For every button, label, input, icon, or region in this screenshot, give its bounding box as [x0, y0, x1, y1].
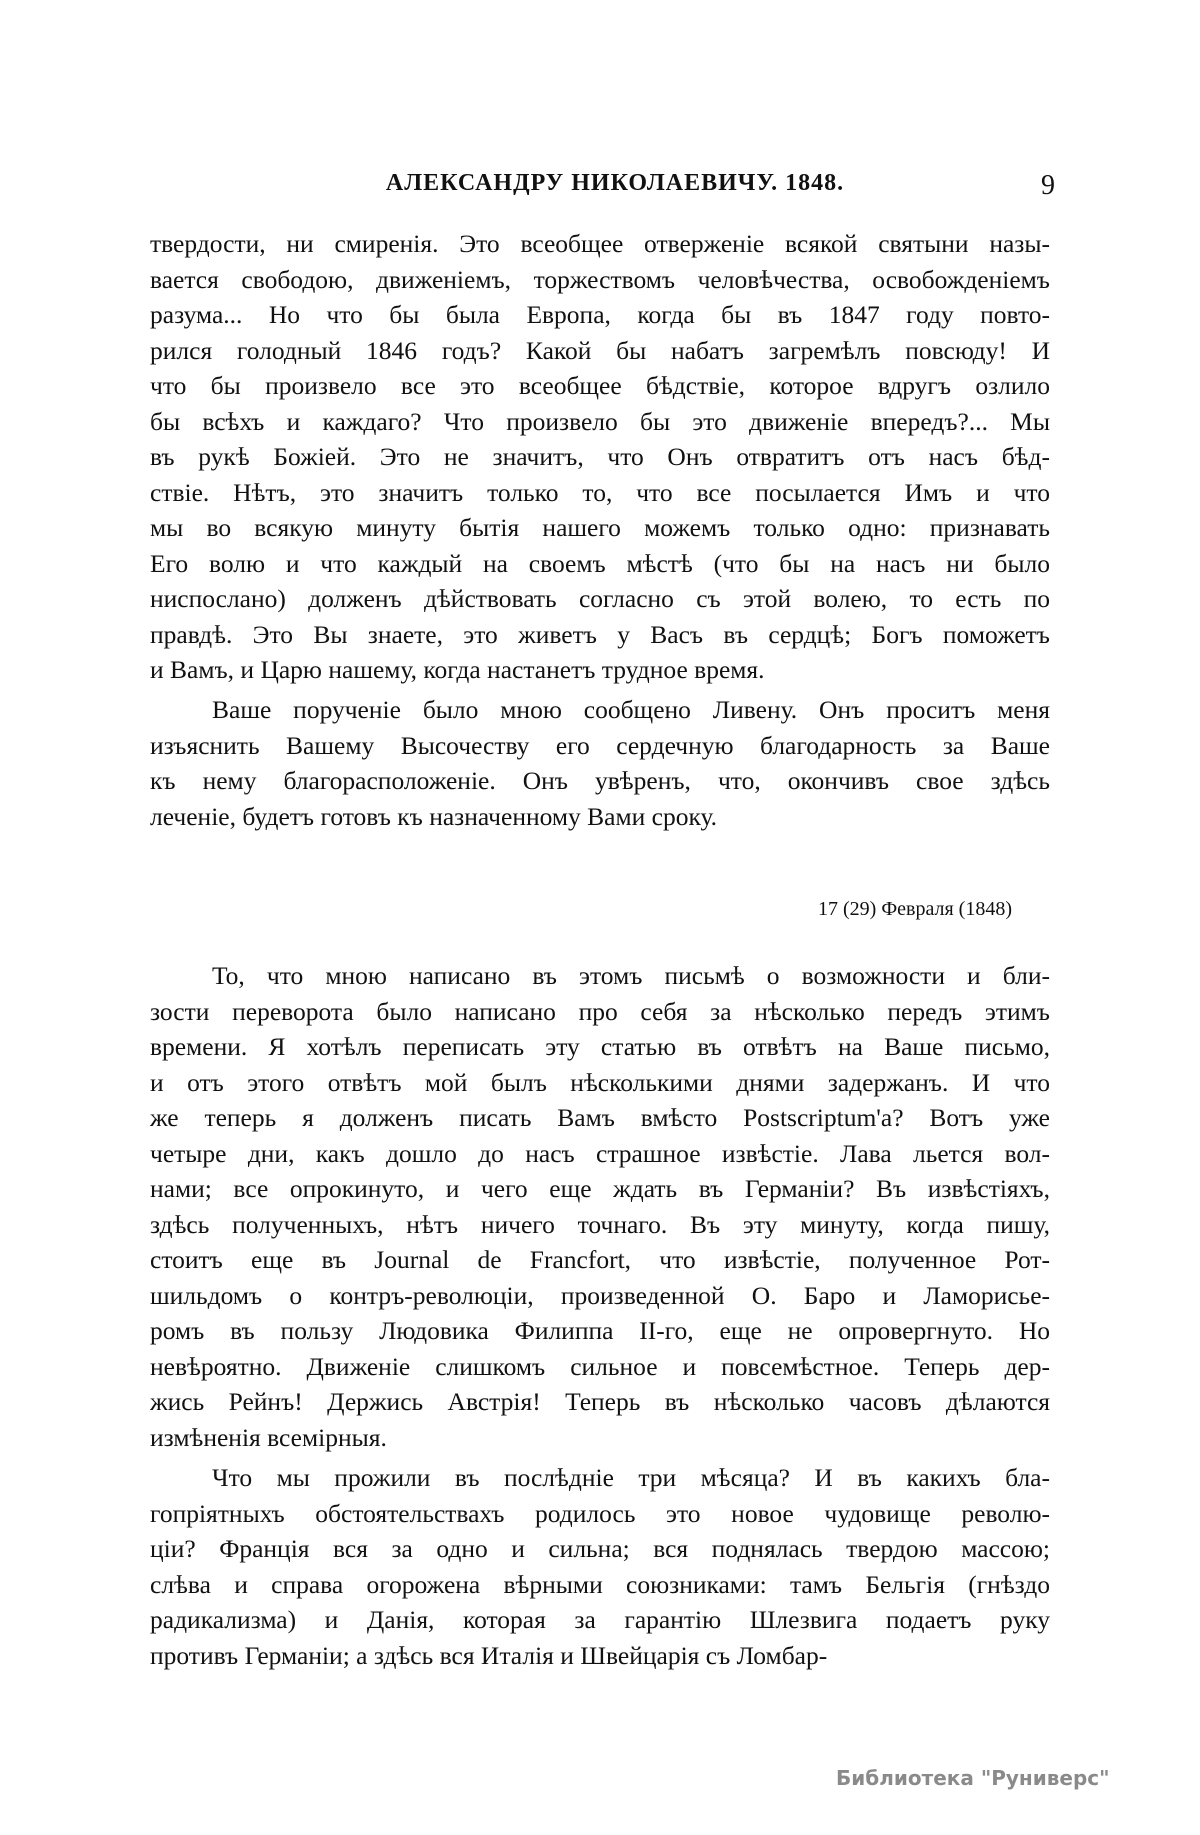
letter-dateline: 17 (29) Февраля (1848): [818, 898, 1012, 920]
paragraph-3: [150, 958, 1050, 1455]
text-line: Ваше порученіе было мною сообщено Ливену. Онъ проситъ меня: [212, 695, 1050, 724]
text-line: невѣроятно. Движеніе слишкомъ сильное и повсемѣстное. Теперь дер-: [150, 1351, 1050, 1381]
text-line: радикализма) и Данія, которая за гарантію Шлезвига подаетъ руку: [150, 1605, 1050, 1634]
running-title: АЛЕКСАНДРУ НИКОЛАЕВИЧУ. 1848.: [385, 170, 845, 196]
text-line: Что мы прожили въ послѣдніе три мѣсяца? И въ какихъ бла-: [212, 1463, 1050, 1492]
page-header: [175, 170, 1055, 210]
text-line: жись Рейнъ! Держись Австрія! Теперь въ нѣсколько часовъ дѣлаются: [150, 1387, 1050, 1416]
text-line: четыре дни, какъ дошло до насъ страшное извѣстіе. Лава льется вол-: [150, 1138, 1050, 1168]
text-line: изъяснить Вашему Высочеству его сердечную благодарность за Ваше: [150, 730, 1050, 760]
text-line: и Вамъ, и Царю нашему, когда настанетъ трудное время.: [150, 655, 765, 684]
text-line: нами; все опрокинуто, и чего еще ждать въ Германіи? Въ извѣстіяхъ,: [150, 1174, 1050, 1203]
text-line: разума... Но что бы была Европа, когда бы въ 1847 году повто-: [150, 300, 1050, 329]
text-line: рился голодный 1846 годъ? Какой бы набатъ загремѣлъ повсюду! И: [150, 335, 1050, 365]
text-line: же теперь я долженъ писать Вамъ вмѣсто Postscriptum'а? Вотъ уже: [150, 1103, 1050, 1132]
library-watermark: Библиотека "Руниверс": [836, 1766, 1110, 1790]
text-line: измѣненія всемірныя.: [150, 1422, 387, 1452]
text-line: слѣва и справа огорожена вѣрными союзниками: тамъ Бельгія (гнѣздо: [150, 1569, 1050, 1599]
text-line: что бы произвело все это всеобщее бѣдствіе, которое вдругъ озлило: [150, 371, 1050, 400]
text-line: твердости, ни смиренія. Это всеобщее отверженіе всякой святыни назы-: [150, 229, 1050, 258]
paragraph-2: [150, 692, 1050, 834]
text-line: противъ Германіи; а здѣсь вся Италія и Швейцарія съ Ломбар-: [150, 1640, 828, 1670]
text-line: леченіе, будетъ готовъ къ назначенному Вами сроку.: [150, 801, 718, 831]
text-line: бы всѣхъ и каждаго? Что произвело бы это движеніе впередъ?... Мы: [150, 406, 1050, 436]
text-line: ствіе. Нѣтъ, это значитъ только то, что все посылается Имъ и что: [150, 477, 1050, 507]
text-line: ромъ въ пользу Людовика Филиппа II-го, еще не опровергнуто. Но: [150, 1316, 1050, 1345]
text-line: правдѣ. Это Вы знаете, это живетъ у Васъ въ сердцѣ; Богъ поможетъ: [150, 619, 1050, 649]
text-line: вается свободою, движеніемъ, торжествомъ человѣчества, освобожденіемъ: [150, 264, 1050, 294]
text-line: зости переворота было написано про себя за нѣсколько передъ этимъ: [150, 996, 1050, 1026]
text-line: и отъ этого отвѣтъ мой былъ нѣсколькими днями задержанъ. И что: [150, 1067, 1050, 1097]
text-line: времени. Я хотѣлъ переписать эту статью въ отвѣтъ на Ваше письмо,: [150, 1032, 1050, 1061]
text-line: здѣсь полученныхъ, нѣтъ ничего точнаго. Въ эту минуту, когда пишу,: [150, 1209, 1050, 1239]
text-line: стоитъ еще въ Journal de Francfort, что извѣстіе, полученное Рот-: [150, 1245, 1050, 1274]
text-line: ниспослано) долженъ дѣйствовать согласно съ этой волею, то есть по: [150, 584, 1050, 613]
text-line: мы во всякую минуту бытія нашего можемъ только одно: признавать: [150, 513, 1050, 542]
text-line: гопріятныхъ обстоятельствахъ родилось это новое чудовище револю-: [150, 1498, 1050, 1528]
paragraph-1: [150, 226, 1050, 688]
text-line: шильдомъ о контръ-революціи, произведенной О. Баро и Ламорисье-: [150, 1280, 1050, 1310]
text-line: въ рукѣ Божіей. Это не значитъ, что Онъ отвратитъ отъ насъ бѣд-: [150, 442, 1050, 471]
paragraph-4: [150, 1460, 1050, 1673]
text-line: Его волю и что каждый на своемъ мѣстѣ (что бы на насъ ни было: [150, 548, 1050, 578]
text-line: ціи? Франція вся за одно и сильна; вся поднялась твердою массою;: [150, 1534, 1050, 1563]
text-line: То, что мною написано въ этомъ письмѣ о возможности и бли-: [212, 961, 1050, 990]
text-line: къ нему благорасположеніе. Онъ увѣренъ, что, окончивъ свое здѣсь: [150, 766, 1050, 795]
page-number: 9: [1041, 170, 1055, 201]
